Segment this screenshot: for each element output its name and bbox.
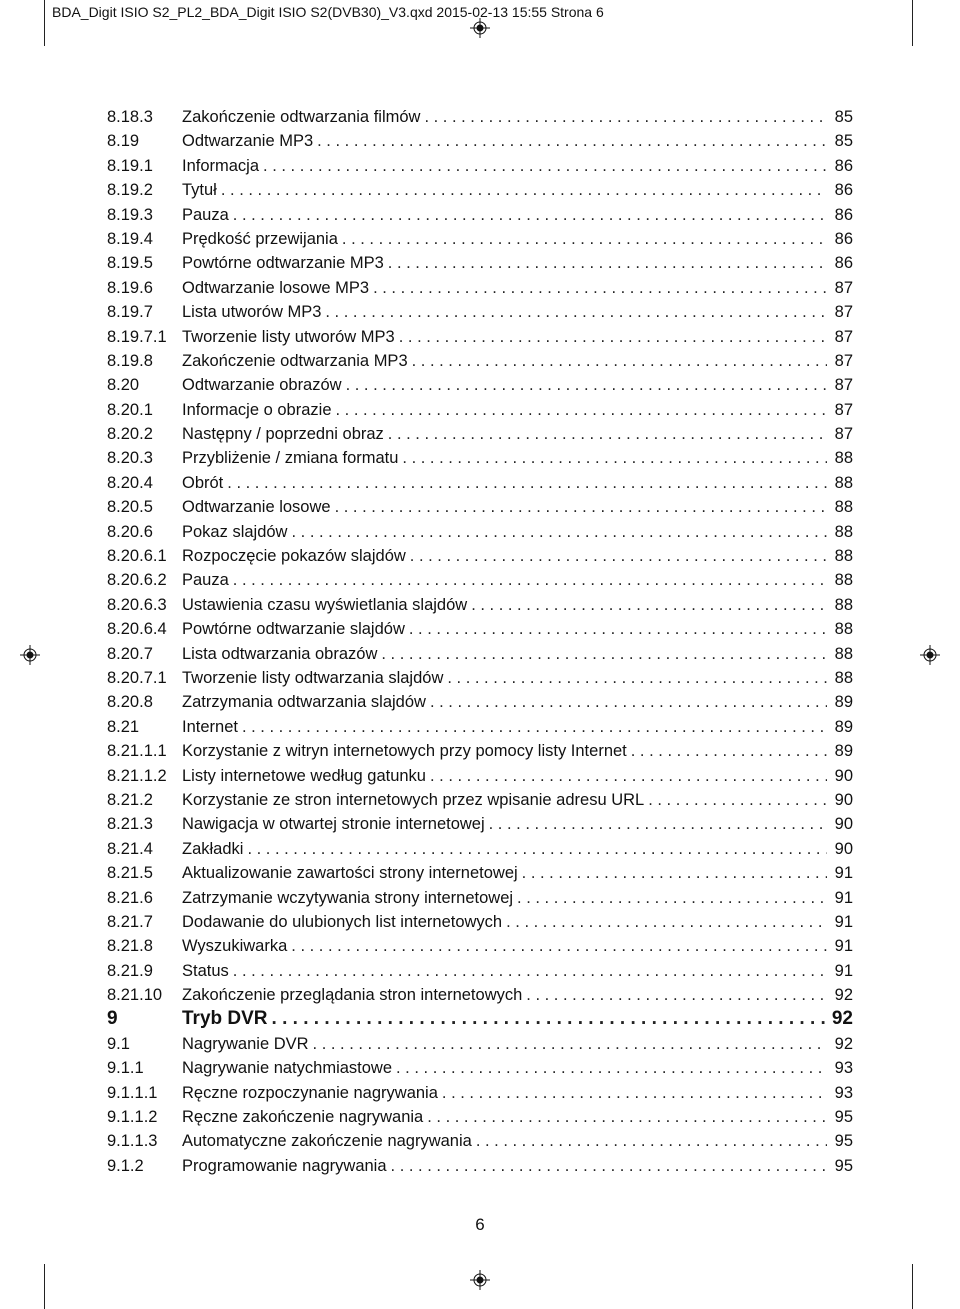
toc-entry-number: 8.19.5 [107, 254, 153, 273]
toc-entry[interactable] [107, 1129, 853, 1153]
toc-entry-title: Tworzenie listy utworów MP3 [182, 327, 395, 346]
toc-entry-number: 8.20.6.3 [107, 595, 167, 614]
toc-entry-title: Obrót [182, 473, 224, 492]
toc-entry-number: 8.20.1 [107, 400, 153, 419]
toc-entry-title: Nawigacja w otwartej stronie internetowej [182, 815, 485, 834]
toc-entry-title: Tworzenie listy odtwarzania slajdów [182, 668, 444, 687]
toc-entry-number: 8.19.7 [107, 303, 153, 322]
toc-entry-page: 88 [834, 498, 853, 517]
toc-entry[interactable] [107, 1032, 853, 1056]
toc-entry[interactable] [107, 568, 853, 592]
toc-dot-leader [427, 1105, 827, 1129]
toc-dot-leader [263, 154, 827, 178]
toc-entry-title: Internet [182, 717, 238, 736]
toc-entry-page: 89 [834, 693, 853, 712]
toc-entry[interactable] [107, 373, 853, 397]
toc-entry[interactable] [107, 300, 853, 324]
toc-dot-leader [233, 959, 827, 983]
toc-entry-number: 9 [107, 1008, 118, 1030]
toc-dot-leader [410, 544, 827, 568]
toc-entry-number: 8.21 [107, 717, 140, 736]
print-slug: BDA_Digit ISIO S2_PL2_BDA_Digit ISIO S2(DVB30)_V3.qxd 2015-02-13 15:55 Strona 6 [52, 4, 604, 20]
toc-dot-leader [402, 446, 827, 470]
toc-entry-title: Informacja [182, 156, 260, 175]
toc-dot-leader [242, 715, 827, 739]
toc-dot-leader [412, 349, 827, 373]
toc-entry-number: 8.20.6.4 [107, 620, 167, 639]
registration-mark-top-icon [470, 18, 490, 38]
toc-entry-title: Tryb DVR [182, 1008, 268, 1030]
crop-mark-left [44, 0, 45, 46]
toc-entry-title: Lista utworów MP3 [182, 303, 322, 322]
toc-entry[interactable] [107, 739, 853, 763]
toc-entry-page: 88 [834, 547, 853, 566]
toc-entry-page: 88 [834, 473, 853, 492]
toc-entry[interactable] [107, 1105, 853, 1129]
toc-entry-title: Zatrzymania odtwarzania slajdów [182, 693, 426, 712]
toc-entry-title: Następny / poprzedni obraz [182, 425, 384, 444]
toc-entry-number: 8.21.3 [107, 815, 153, 834]
toc-entry-title: Dodawanie do ulubionych list internetowych [182, 912, 503, 931]
toc-entry-number: 8.21.7 [107, 912, 153, 931]
toc-entry-page: 89 [834, 742, 853, 761]
toc-dot-leader [336, 398, 828, 422]
toc-entry-page: 87 [834, 327, 853, 346]
toc-entry-title: Powtórne odtwarzanie slajdów [182, 620, 405, 639]
toc-entry[interactable] [107, 471, 853, 495]
toc-entry-number: 8.21.4 [107, 839, 153, 858]
toc-entry-number: 8.19.4 [107, 229, 153, 248]
toc-entry-title: Ręczne zakończenie nagrywania [182, 1108, 424, 1127]
toc-entry-number: 8.19.6 [107, 278, 153, 297]
toc-entry-title: Ustawienia czasu wyświetlania slajdów [182, 595, 468, 614]
toc-dot-leader [233, 203, 827, 227]
toc-entry-title: Przybliżenie / zmiana formatu [182, 449, 399, 468]
toc-entry-number: 8.19.3 [107, 205, 153, 224]
toc-entry-title: Pauza [182, 571, 229, 590]
toc-entry-page: 93 [834, 1083, 853, 1102]
toc-entry[interactable] [107, 398, 853, 422]
toc-entry[interactable] [107, 1081, 853, 1105]
toc-entry[interactable] [107, 422, 853, 446]
toc-entry-number: 8.20.2 [107, 425, 153, 444]
toc-entry-page: 86 [834, 229, 853, 248]
toc-dot-leader [346, 373, 827, 397]
toc-entry-number: 8.21.10 [107, 986, 163, 1005]
toc-entry[interactable] [107, 837, 853, 861]
toc-entry-title: Powtórne odtwarzanie MP3 [182, 254, 384, 273]
toc-entry-title: Informacje o obrazie [182, 400, 332, 419]
toc-entry-title: Zatrzymanie wczytywania strony internetowej [182, 888, 514, 907]
toc-entry-number: 8.20.7.1 [107, 668, 167, 687]
toc-entry[interactable] [107, 178, 853, 202]
toc-dot-leader [373, 276, 827, 300]
toc-entry-number: 9.1.1.1 [107, 1083, 158, 1102]
toc-entry-page: 86 [834, 205, 853, 224]
toc-entry[interactable] [107, 495, 853, 519]
toc-entry[interactable] [107, 593, 853, 617]
toc-entry[interactable] [107, 886, 853, 910]
toc-entry[interactable] [107, 129, 853, 153]
toc-dot-leader [317, 129, 827, 153]
toc-entry-title: Odtwarzanie losowe MP3 [182, 278, 370, 297]
toc-entry-page: 92 [834, 1034, 853, 1053]
toc-entry[interactable] [107, 861, 853, 885]
toc-entry-page: 93 [834, 1059, 853, 1078]
toc-entry-number: 8.19.2 [107, 181, 153, 200]
toc-entry[interactable] [107, 544, 853, 568]
toc-entry[interactable] [107, 983, 853, 1007]
toc-dot-leader [526, 983, 827, 1007]
toc-entry[interactable] [107, 959, 853, 983]
toc-entry-page: 87 [834, 400, 853, 419]
toc-entry[interactable] [107, 154, 853, 178]
toc-entry-title: Zakończenie przeglądania stron internetowych [182, 986, 523, 1005]
toc-entry-title: Prędkość przewijania [182, 229, 338, 248]
toc-dot-leader [522, 861, 827, 885]
registration-mark-bottom-icon [470, 1270, 490, 1290]
toc-entry-title: Rozpoczęcie pokazów slajdów [182, 547, 406, 566]
toc-entry-number: 8.20.5 [107, 498, 153, 517]
toc-entry[interactable] [107, 203, 853, 227]
toc-entry-page: 86 [834, 156, 853, 175]
toc-entry-number: 8.18.3 [107, 108, 153, 126]
toc-entry-page: 88 [834, 449, 853, 468]
toc-entry-title: Nagrywanie natychmiastowe [182, 1059, 393, 1078]
toc-entry-title: Tytuł [182, 181, 217, 200]
toc-entry-page: 86 [834, 254, 853, 273]
toc-entry-number: 8.20.3 [107, 449, 153, 468]
toc-entry-title: Korzystanie z witryn internetowych przy pomocy listy Internet [182, 742, 627, 761]
toc-dot-leader [517, 886, 827, 910]
toc-entry-number: 9.1.1 [107, 1059, 144, 1078]
toc-dot-leader [221, 178, 827, 202]
toc-entry[interactable] [107, 1007, 853, 1031]
toc-dot-leader [227, 471, 827, 495]
crop-mark-bottom-right [912, 1264, 913, 1309]
page-number: 6 [475, 1215, 485, 1234]
toc-entry-number: 8.19.8 [107, 351, 153, 370]
toc-entry-title: Wyszukiwarka [182, 937, 288, 956]
toc-dot-leader [396, 1056, 827, 1080]
toc-entry-page: 91 [834, 912, 853, 931]
toc-entry-title: Zakładki [182, 839, 244, 858]
toc-entry-title: Listy internetowe według gatunku [182, 766, 426, 785]
toc-dot-leader [442, 1081, 827, 1105]
registration-mark-left-icon [20, 645, 40, 665]
toc-entry-title: Ręczne rozpoczynanie nagrywania [182, 1083, 438, 1102]
toc-entry-page: 87 [834, 303, 853, 322]
toc-entry-page: 92 [834, 986, 853, 1005]
toc-dot-leader [471, 593, 827, 617]
toc-dot-leader [388, 422, 827, 446]
toc-entry-title: Zakończenie odtwarzania MP3 [182, 351, 408, 370]
toc-entry-page: 87 [834, 425, 853, 444]
toc-entry[interactable] [107, 617, 853, 641]
toc-entry-page: 91 [834, 864, 853, 883]
toc-dot-leader [399, 325, 827, 349]
toc-entry[interactable] [107, 715, 853, 739]
toc-entry-title: Odtwarzanie obrazów [182, 376, 342, 395]
toc-entry-page: 86 [834, 181, 853, 200]
toc-entry-number: 8.20.6.2 [107, 571, 167, 590]
toc-entry[interactable] [107, 251, 853, 275]
toc-dot-leader [430, 764, 827, 788]
toc-entry-number: 8.21.2 [107, 790, 153, 809]
toc-dot-leader [409, 617, 827, 641]
toc-dot-leader [233, 568, 827, 592]
toc-dot-leader [291, 934, 827, 958]
toc-entry-title: Automatyczne zakończenie nagrywania [182, 1132, 472, 1151]
toc-dot-leader [335, 495, 827, 519]
toc-entry-page: 91 [834, 937, 853, 956]
toc-entry-number: 8.21.1.2 [107, 766, 167, 785]
toc-entry-page: 95 [834, 1132, 853, 1151]
toc-entry-page: 85 [834, 108, 853, 126]
toc-entry[interactable] [107, 446, 853, 470]
toc-entry-page: 90 [834, 790, 853, 809]
toc-entry-title: Status [182, 961, 229, 980]
toc-entry-page: 95 [834, 1156, 853, 1175]
toc-dot-leader [476, 1129, 827, 1153]
crop-mark-bottom-left [44, 1264, 45, 1309]
toc-entry-number: 9.1.1.2 [107, 1108, 158, 1127]
toc-entry-title: Lista odtwarzania obrazów [182, 644, 378, 663]
toc-dot-leader [424, 105, 827, 129]
toc-entry-page: 92 [831, 1008, 853, 1030]
toc-entry[interactable] [107, 642, 853, 666]
toc-entry-number: 8.20 [107, 376, 140, 395]
toc-entry[interactable] [107, 690, 853, 714]
toc-entry-title: Programowanie nagrywania [182, 1156, 387, 1175]
toc-entry[interactable] [107, 788, 853, 812]
toc-entry-page: 88 [834, 571, 853, 590]
toc-dot-leader [272, 1007, 827, 1031]
toc-entry-page: 91 [834, 888, 853, 907]
table-of-contents [107, 105, 853, 1178]
toc-dot-leader [447, 666, 827, 690]
toc-entry-page: 88 [834, 522, 853, 541]
toc-entry-number: 8.19.1 [107, 156, 153, 175]
toc-entry[interactable] [107, 1056, 853, 1080]
toc-entry[interactable] [107, 349, 853, 373]
toc-entry-number: 8.21.5 [107, 864, 153, 883]
toc-entry[interactable] [107, 1154, 853, 1178]
toc-entry-number: 8.21.8 [107, 937, 153, 956]
toc-entry[interactable] [107, 325, 853, 349]
toc-entry-page: 85 [834, 132, 853, 151]
toc-entry-page: 91 [834, 961, 853, 980]
registration-mark-right-icon [920, 645, 940, 665]
toc-entry-number: 8.19.7.1 [107, 327, 167, 346]
toc-dot-leader [631, 739, 827, 763]
toc-dot-leader [489, 812, 827, 836]
toc-entry-number: 9.1 [107, 1034, 130, 1053]
toc-dot-leader [313, 1032, 827, 1056]
toc-entry-title: Korzystanie ze stron internetowych przez wpisanie adresu URL [182, 790, 645, 809]
toc-entry[interactable] [107, 934, 853, 958]
toc-entry-number: 8.21.6 [107, 888, 153, 907]
toc-entry-page: 88 [834, 668, 853, 687]
toc-entry-title: Pokaz slajdów [182, 522, 288, 541]
toc-entry-number: 8.20.8 [107, 693, 153, 712]
toc-entry-title: Zakończenie odtwarzania filmów [182, 108, 421, 126]
toc-entry-page: 87 [834, 351, 853, 370]
toc-entry[interactable] [107, 105, 853, 129]
toc-dot-leader [381, 642, 827, 666]
toc-entry-page: 90 [834, 839, 853, 858]
toc-dot-leader [391, 1154, 827, 1178]
toc-dot-leader [388, 251, 827, 275]
toc-dot-leader [247, 837, 827, 861]
toc-entry-number: 8.20.4 [107, 473, 153, 492]
toc-entry-title: Pauza [182, 205, 229, 224]
toc-entry[interactable] [107, 276, 853, 300]
toc-entry-page: 88 [834, 595, 853, 614]
toc-entry[interactable] [107, 812, 853, 836]
toc-entry-number: 8.20.6 [107, 522, 153, 541]
toc-entry-number: 9.1.2 [107, 1156, 144, 1175]
toc-entry-page: 87 [834, 278, 853, 297]
toc-entry-page: 95 [834, 1108, 853, 1127]
toc-entry-number: 8.21.1.1 [107, 742, 167, 761]
toc-entry-title: Odtwarzanie losowe [182, 498, 331, 517]
toc-entry[interactable] [107, 764, 853, 788]
toc-entry-number: 8.20.6.1 [107, 547, 167, 566]
toc-entry-page: 88 [834, 644, 853, 663]
toc-entry-number: 9.1.1.3 [107, 1132, 158, 1151]
toc-entry-page: 89 [834, 717, 853, 736]
toc-entry-page: 90 [834, 815, 853, 834]
toc-dot-leader [291, 520, 827, 544]
crop-mark-right [912, 0, 913, 46]
toc-entry-number: 8.21.9 [107, 961, 153, 980]
toc-entry-title: Odtwarzanie MP3 [182, 132, 314, 151]
toc-dot-leader [648, 788, 827, 812]
toc-entry[interactable] [107, 520, 853, 544]
toc-entry-title: Nagrywanie DVR [182, 1034, 309, 1053]
toc-entry-number: 8.19 [107, 132, 140, 151]
toc-dot-leader [506, 910, 827, 934]
toc-entry[interactable] [107, 227, 853, 251]
toc-entry[interactable] [107, 666, 853, 690]
toc-entry[interactable] [107, 910, 853, 934]
toc-dot-leader [325, 300, 827, 324]
toc-dot-leader [430, 690, 827, 714]
toc-dot-leader [342, 227, 827, 251]
toc-entry-page: 90 [834, 766, 853, 785]
toc-entry-title: Aktualizowanie zawartości strony internetowej [182, 864, 518, 883]
toc-entry-page: 87 [834, 376, 853, 395]
toc-entry-page: 88 [834, 620, 853, 639]
toc-entry-number: 8.20.7 [107, 644, 153, 663]
